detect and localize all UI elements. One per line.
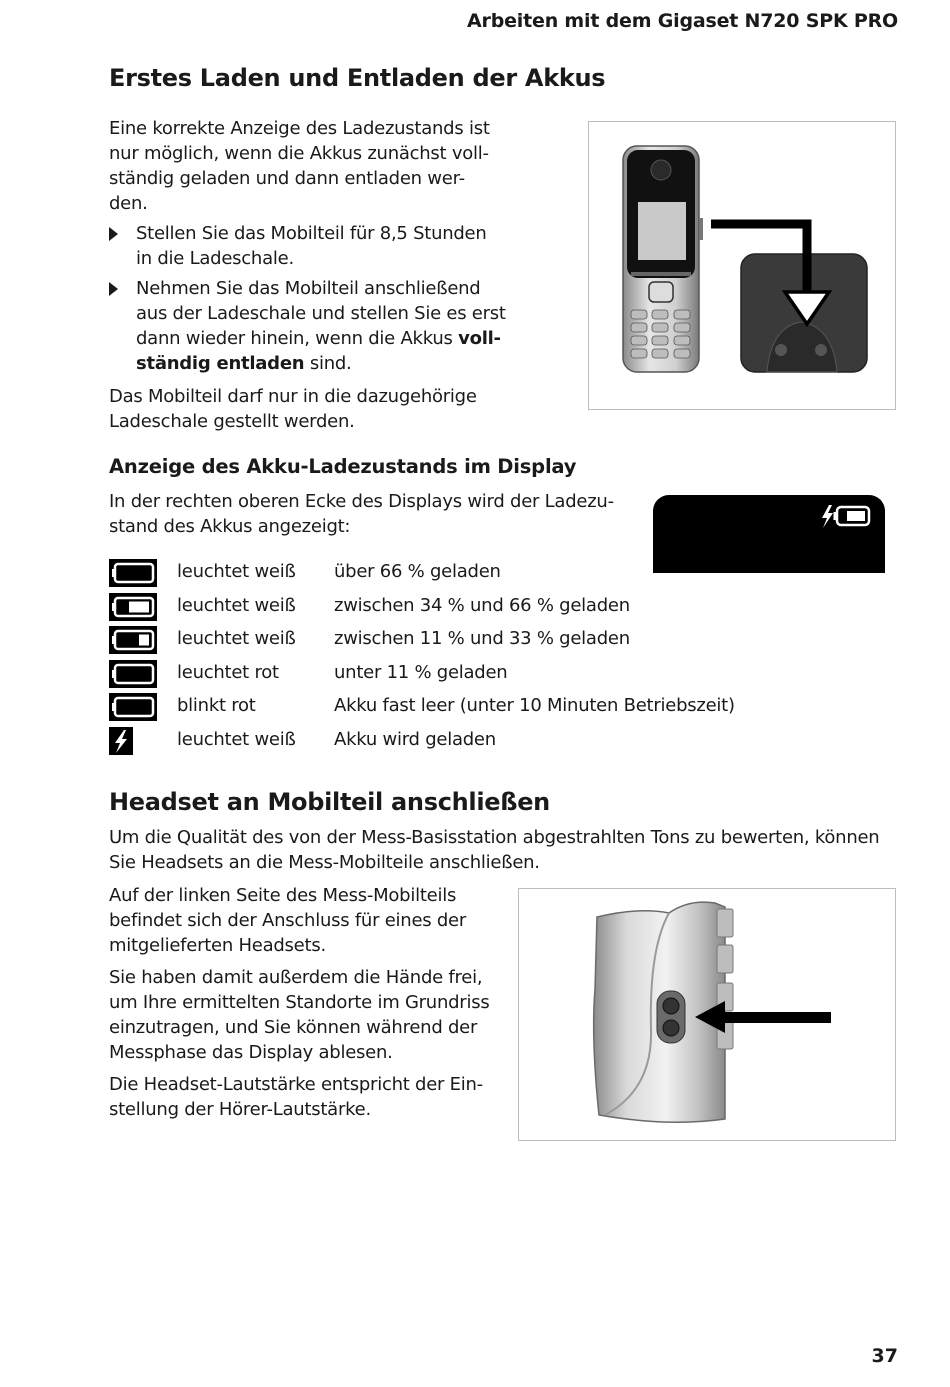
page-number: 37 xyxy=(871,1345,898,1367)
section-title-headset: Headset an Mobilteil anschließen xyxy=(109,788,550,816)
battery-row xyxy=(109,559,809,589)
battery-row xyxy=(109,593,809,623)
text-line: Ladeschale gestellt werden. xyxy=(109,411,355,432)
text-line: in die Ladeschale. xyxy=(136,248,294,269)
battery-one-third-icon xyxy=(109,626,157,654)
text-line: Die Headset-Lautstärke entspricht der Ein- xyxy=(109,1074,483,1095)
text-line: Nehmen Sie das Mobilteil anschließend xyxy=(136,278,481,299)
figure-handset-charger xyxy=(588,121,896,410)
text-line: Sie Headsets an die Mess-Mobilteile anschließen. xyxy=(109,852,540,873)
battery-meaning-text: zwischen 11 % und 33 % geladen xyxy=(334,628,630,649)
battery-meaning-text: über 66 % geladen xyxy=(334,561,501,582)
text-line: einzutragen, und Sie können während der xyxy=(109,1017,478,1038)
battery-meaning-text: zwischen 34 % und 66 % geladen xyxy=(334,595,630,616)
text-line: mitgelieferten Headsets. xyxy=(109,935,326,956)
charging-status-icon xyxy=(817,501,873,531)
running-header: Arbeiten mit dem Gigaset N720 SPK PRO xyxy=(467,10,898,32)
bold-text: ständig entladen xyxy=(136,353,305,374)
text-line: stand des Akkus angezeigt: xyxy=(109,516,351,537)
battery-meaning-text: unter 11 % geladen xyxy=(334,662,508,683)
bullet-triangle-icon xyxy=(109,282,118,296)
battery-meaning-text: Akku fast leer (unter 10 Minuten Betriebszeit) xyxy=(334,695,735,716)
text-line: befindet sich der Anschluss für eines der xyxy=(109,910,467,931)
battery-full-icon xyxy=(109,559,157,587)
battery-state-text: blinkt rot xyxy=(177,695,256,716)
text-line: aus der Ladeschale und stellen Sie es erst xyxy=(136,303,506,324)
battery-row xyxy=(109,693,809,723)
battery-two-thirds-icon xyxy=(109,593,157,621)
text-line xyxy=(136,351,529,376)
handset-side-illustration xyxy=(519,889,895,1140)
bold-text: voll- xyxy=(458,328,501,349)
battery-meaning-text: Akku wird geladen xyxy=(334,729,496,750)
figure-headset-jack xyxy=(518,888,896,1141)
battery-state-text: leuchtet weiß xyxy=(177,628,296,649)
headset-body xyxy=(109,883,509,1122)
battery-row xyxy=(109,626,809,656)
text-line: Das Mobilteil darf nur in die dazugehörige xyxy=(109,386,477,407)
handset-charger-illustration xyxy=(589,122,895,409)
battery-state-text: leuchtet rot xyxy=(177,662,279,683)
battery-row xyxy=(109,727,809,757)
bullet-item-discharge xyxy=(109,276,529,376)
text-line: Sie haben damit außerdem die Hände frei, xyxy=(109,967,483,988)
charging-note xyxy=(109,384,529,434)
text-line: Stellen Sie das Mobilteil für 8,5 Stunden xyxy=(136,223,487,244)
charging-intro xyxy=(109,116,529,434)
section-title-charging: Erstes Laden und Entladen der Akkus xyxy=(109,64,606,92)
text-line: Auf der linken Seite des Mess-Mobilteils xyxy=(109,885,457,906)
headset-intro xyxy=(109,825,909,875)
text-span: sind. xyxy=(304,353,352,374)
text-line: Messphase das Display ablesen. xyxy=(109,1042,393,1063)
text-line: stellung der Hörer-Lautstärke. xyxy=(109,1099,371,1120)
battery-row xyxy=(109,660,809,690)
text-line: Um die Qualität des von der Mess-Basisstation abgestrahlten Tons zu bewerten, können xyxy=(109,827,880,848)
charging-bolt-icon xyxy=(109,727,133,755)
battery-state-text: leuchtet weiß xyxy=(177,595,296,616)
text-line: In der rechten oberen Ecke des Displays wird der Ladezu- xyxy=(109,491,614,512)
text-line: nur möglich, wenn die Akkus zunächst voll- xyxy=(109,143,489,164)
text-line xyxy=(136,326,529,351)
text-span: dann wieder hinein, wenn die Akkus xyxy=(136,328,459,349)
text-line: um Ihre ermittelten Standorte im Grundriss xyxy=(109,992,490,1013)
handset-icon xyxy=(623,146,703,372)
bullet-triangle-icon xyxy=(109,227,118,241)
battery-state-text: leuchtet weiß xyxy=(177,729,296,750)
battery-empty-icon xyxy=(109,660,157,688)
section-title-battery-display: Anzeige des Akku-Ladezustands im Display xyxy=(109,455,577,478)
text-line: Eine korrekte Anzeige des Ladezustands ist xyxy=(109,118,490,139)
battery-empty-icon xyxy=(109,693,157,721)
text-line: ständig geladen und dann entladen wer- xyxy=(109,168,465,189)
battery-state-text: leuchtet weiß xyxy=(177,561,296,582)
text-line: den. xyxy=(109,193,148,214)
battery-display-intro xyxy=(109,489,649,539)
bullet-item-charge xyxy=(109,221,529,271)
